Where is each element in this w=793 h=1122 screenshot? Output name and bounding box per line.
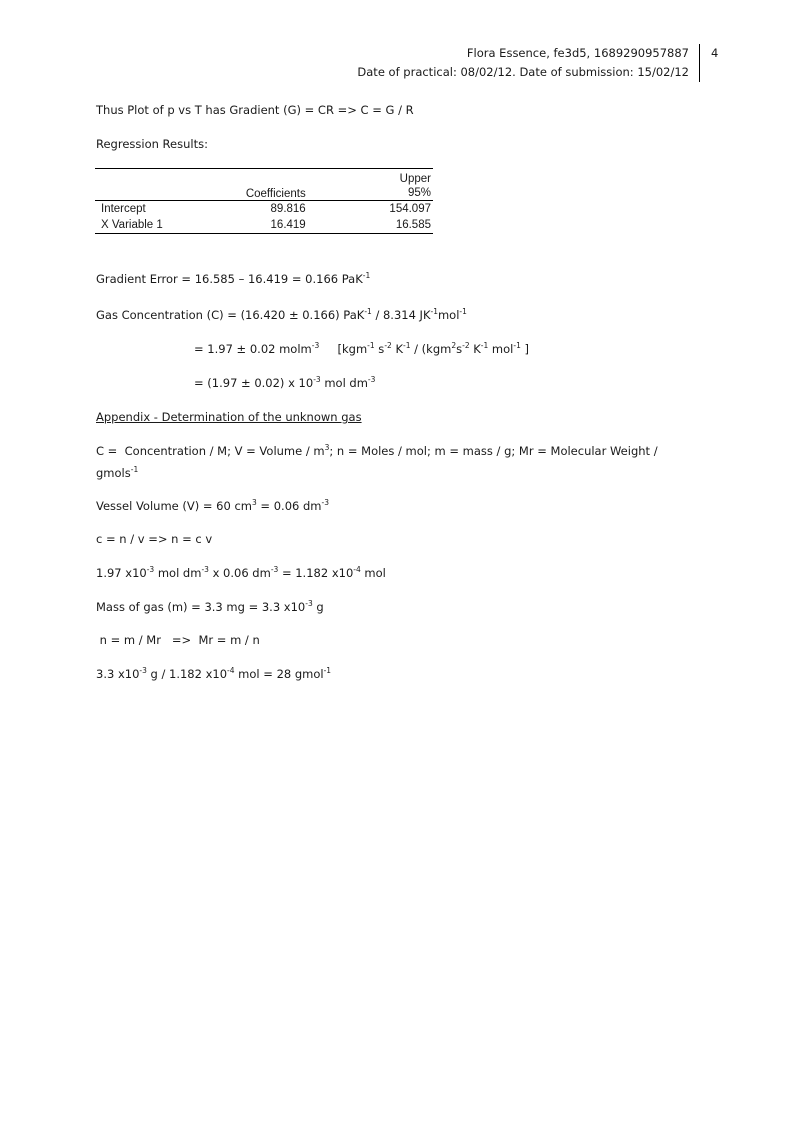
superscript: 3: [252, 498, 257, 507]
superscript: -1: [430, 307, 438, 316]
text-run: x 0.06 dm: [208, 566, 271, 580]
text-run: mol dm: [320, 376, 368, 390]
text-run: Mass of gas (m) = 3.3 mg = 3.3 x10: [96, 600, 306, 614]
superscript: -2: [384, 341, 392, 350]
definitions-line-2: [96, 466, 138, 480]
table-header-upper: Upper: [399, 173, 431, 185]
text-run: ; n = Moles / mol; m = mass / g; Mr = Molecular Weight /: [329, 444, 658, 458]
superscript: -1: [480, 341, 489, 350]
superscript: -1: [459, 307, 467, 316]
superscript: -1: [323, 666, 332, 675]
gas-concentration-line: [96, 308, 467, 322]
text-run: 1.97 x10: [96, 566, 147, 580]
text-run: s: [374, 342, 385, 356]
header-author-line: Flora Essence, fe3d5, 1689290957887: [466, 46, 689, 60]
page-header: [357, 44, 700, 82]
text-run: g: [312, 600, 324, 614]
final-mr-line: [96, 667, 331, 681]
superscript: 2: [451, 341, 457, 350]
text-run: mol = 28 gmol: [234, 667, 324, 681]
table-cell: 16.585: [306, 217, 433, 234]
vessel-volume-line: [96, 499, 329, 513]
text-run: K: [469, 342, 481, 356]
superscript: -3: [311, 341, 320, 350]
superscript: -1: [362, 271, 371, 280]
text-run: ]: [520, 342, 530, 356]
text-run: mol: [488, 342, 514, 356]
superscript: -3: [321, 498, 329, 507]
table-header-coefficients: Coefficients: [226, 169, 305, 201]
superscript: -1: [367, 341, 375, 350]
table-cell: Intercept: [101, 203, 146, 215]
text-run: mol dm: [154, 566, 202, 580]
header-dates-line: Date of practical: 08/02/12. Date of submission: 15/02/12: [357, 65, 689, 79]
text-run: C = Concentration / M; V = Volume / m: [96, 444, 325, 458]
superscript: -4: [353, 565, 361, 574]
text-run: = 1.182 x10: [278, 566, 354, 580]
text-run: s: [456, 342, 463, 356]
text-run: 3.3 x10: [96, 667, 140, 681]
gradient-error-line: [96, 272, 370, 286]
equation-line-2: [194, 376, 375, 390]
text-run: / 8.314 JK: [371, 308, 431, 322]
page-number: 4: [711, 46, 719, 60]
text-run: g / 1.182 x10: [146, 667, 228, 681]
regression-table: [95, 168, 433, 234]
superscript: -4: [227, 666, 235, 675]
superscript: -3: [270, 565, 279, 574]
superscript: -3: [146, 565, 155, 574]
text-run: / (kgm: [410, 342, 452, 356]
table-cell: 16.419: [226, 217, 305, 234]
text-run: = 0.06 dm: [256, 499, 322, 513]
intro-text: Thus Plot of p vs T has Gradient (G) = CR => C = G / R: [96, 103, 414, 117]
superscript: -3: [305, 599, 313, 608]
superscript: -3: [139, 666, 147, 675]
table-row: [95, 201, 433, 218]
text-run: mol: [360, 566, 386, 580]
mass-line: [96, 600, 324, 614]
text-run: Gradient Error = 16.585 – 16.419 = 0.166 PaK: [96, 272, 363, 286]
text-run: Vessel Volume (V) = 60 cm: [96, 499, 252, 513]
superscript: -1: [130, 465, 139, 474]
superscript: 3: [324, 443, 330, 452]
text-run: gmols: [96, 466, 131, 480]
text-run: = (1.97 ± 0.02) x 10: [194, 376, 314, 390]
table-header-95: 95%: [407, 187, 431, 199]
table-header-upper95: [306, 169, 433, 201]
text-run: Gas Concentration (C) = (16.420 ± 0.166) PaK: [96, 308, 365, 322]
table-cell: 154.097: [389, 203, 431, 215]
table-cell: X Variable 1: [95, 217, 226, 234]
text-run: = 1.97 ± 0.02 molm: [194, 342, 312, 356]
table-header-blank: [95, 169, 226, 201]
equation-line-1: [194, 342, 529, 356]
superscript: -1: [513, 341, 521, 350]
text-run: [kgm: [319, 342, 368, 356]
superscript: -2: [462, 341, 470, 350]
superscript: -3: [367, 375, 376, 384]
table-cell: 89.816: [270, 203, 306, 215]
superscript: -3: [201, 565, 209, 574]
c-n-v-line: c = n / v => n = c v: [96, 532, 213, 546]
table-row: [95, 217, 433, 234]
appendix-heading: Appendix - Determination of the unknown gas: [96, 410, 362, 424]
mr-formula-line: n = m / Mr => Mr = m / n: [96, 633, 260, 647]
definitions-line-1: [96, 444, 658, 458]
superscript: -1: [403, 341, 411, 350]
superscript: -1: [364, 307, 372, 316]
superscript: -3: [313, 375, 321, 384]
text-run: mol: [437, 308, 460, 322]
moles-calc-line: [96, 566, 386, 580]
text-run: K: [391, 342, 403, 356]
regression-label: Regression Results:: [96, 137, 208, 151]
